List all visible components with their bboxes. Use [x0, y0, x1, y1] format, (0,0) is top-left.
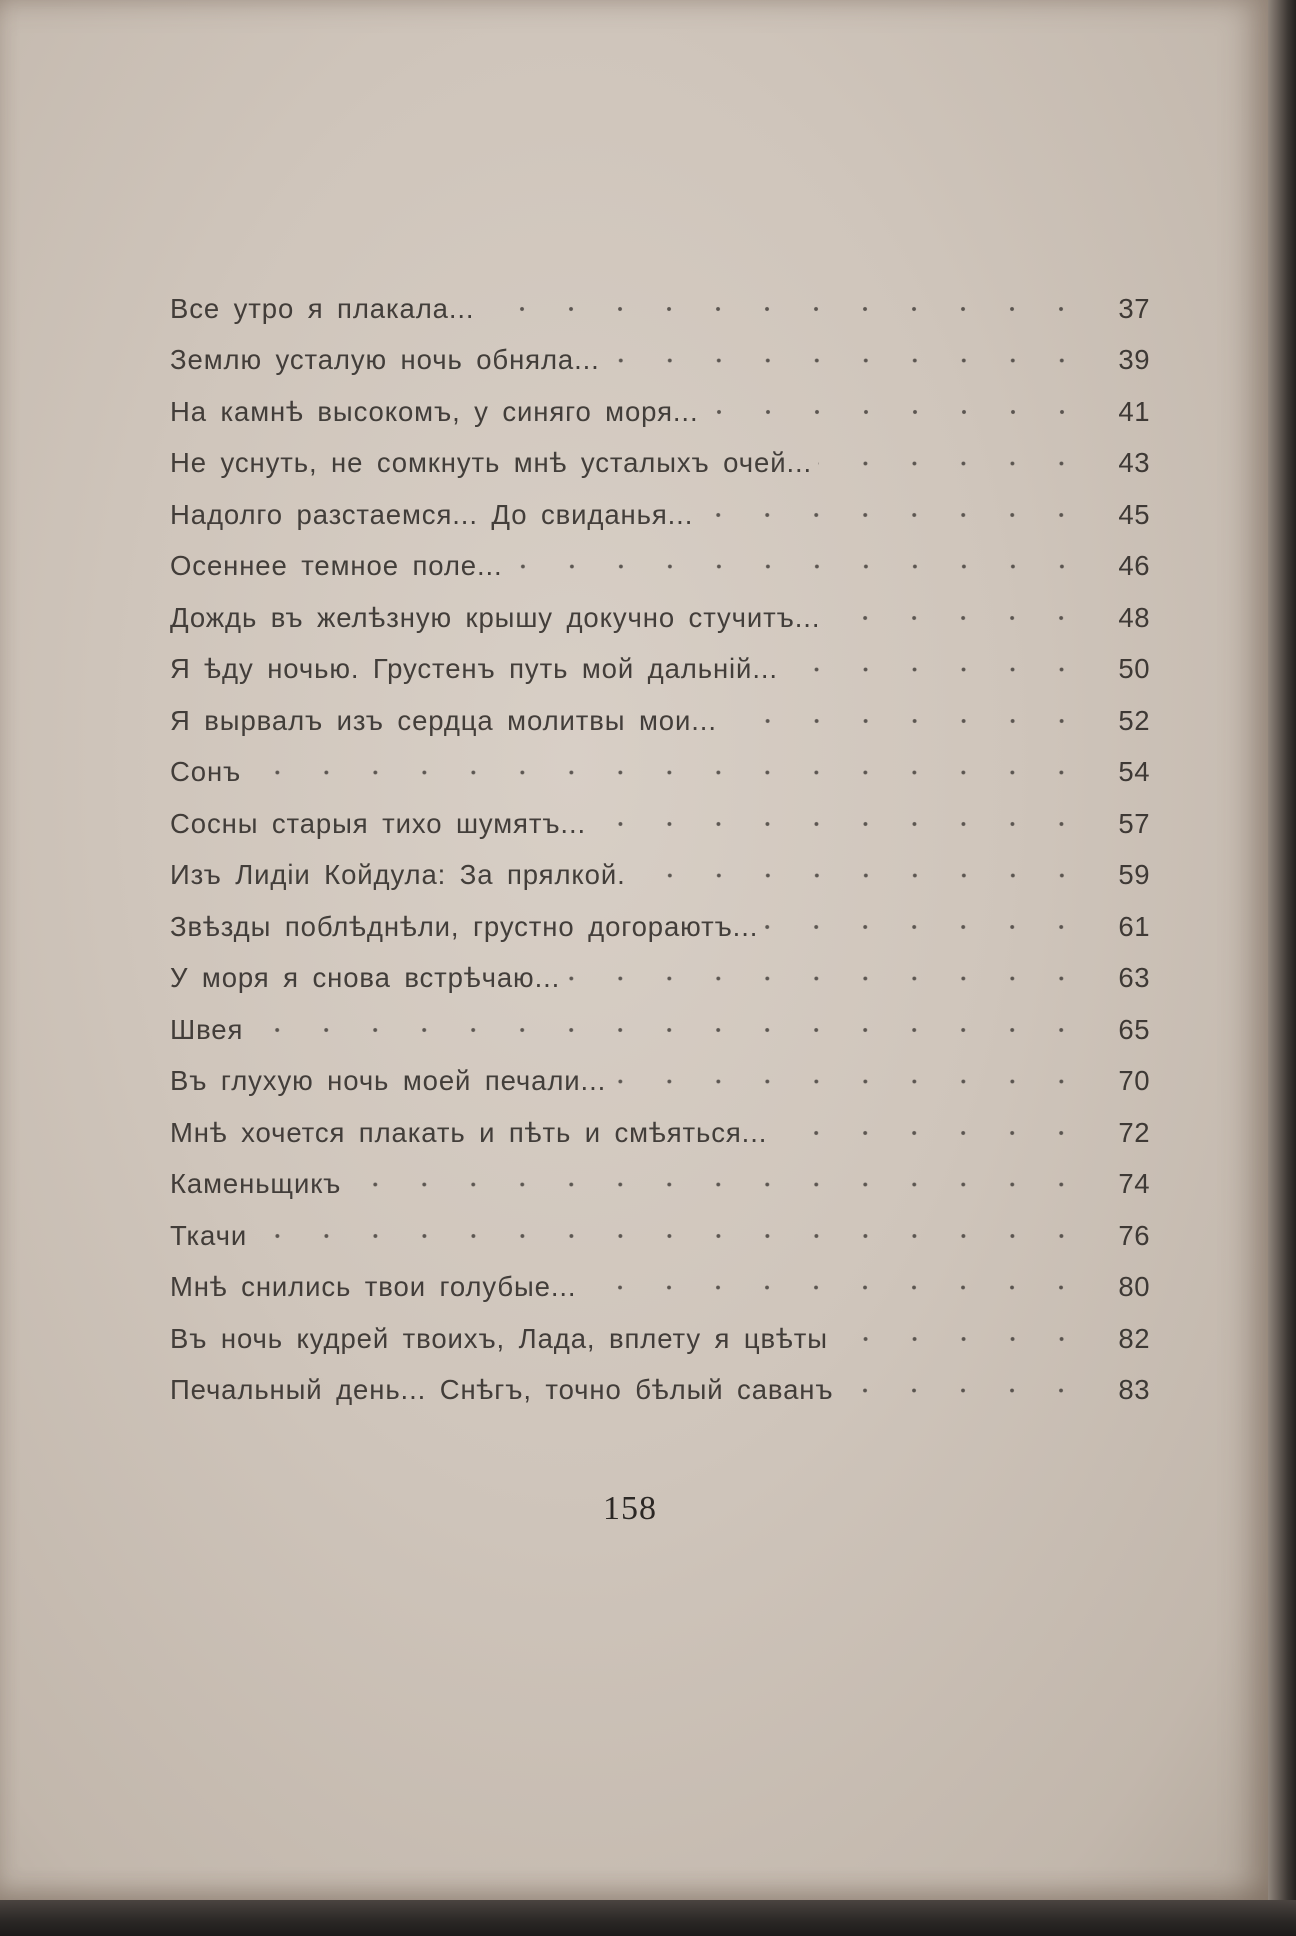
toc-entry [170, 695, 1150, 747]
toc-entry [170, 592, 1150, 644]
dot-leader [764, 901, 1074, 953]
dot-leader [834, 1313, 1074, 1365]
toc-entry-page: 63 [1118, 962, 1150, 994]
toc-entry-page: 54 [1118, 756, 1150, 788]
dot-leader [566, 953, 1074, 1005]
toc-entry-page: 50 [1118, 653, 1150, 685]
toc-entry [170, 644, 1150, 696]
toc-entry [170, 386, 1150, 438]
dot-leader [699, 489, 1074, 541]
toc-entry-page: 72 [1118, 1116, 1150, 1148]
toc-entry-page: 37 [1118, 292, 1150, 324]
toc-entry-page: 52 [1118, 704, 1150, 736]
toc-entry [170, 489, 1150, 541]
dot-leader [249, 1004, 1074, 1056]
toc-entry [170, 1107, 1150, 1159]
toc-entry-page: 41 [1118, 395, 1150, 427]
toc-entry-title: Швея [170, 1013, 244, 1045]
toc-entry [170, 1159, 1150, 1211]
toc-entry-page: 82 [1118, 1322, 1150, 1354]
toc-entry-page: 76 [1118, 1219, 1150, 1251]
toc-entry [170, 1004, 1150, 1056]
dot-leader [632, 850, 1074, 902]
toc-entry-page: 83 [1118, 1374, 1150, 1406]
dot-leader [480, 283, 1074, 335]
dot-leader [826, 592, 1074, 644]
toc-entry-title: У моря я снова встрѣчаю... [170, 962, 561, 994]
toc-entry-title: Въ ночь кудрей твоихъ, Лада, вплету я цвѣты [170, 1322, 828, 1354]
dot-leader [784, 644, 1074, 696]
dot-leader [247, 747, 1074, 799]
toc-entry [170, 1056, 1150, 1108]
toc-entry [170, 541, 1150, 593]
table-of-contents [170, 283, 1150, 1416]
toc-entry-page: 48 [1118, 601, 1150, 633]
toc-entry-page: 43 [1118, 447, 1150, 479]
toc-entry-page: 59 [1118, 859, 1150, 891]
dot-leader [582, 1262, 1074, 1314]
toc-entry [170, 953, 1150, 1005]
toc-entry [170, 283, 1150, 335]
toc-entry-title: Я вырвалъ изъ сердца молитвы мои... [170, 704, 717, 736]
toc-entry [170, 1313, 1150, 1365]
dot-leader [723, 695, 1074, 747]
dot-leader [606, 335, 1074, 387]
toc-entry-title: Землю усталую ночь обняла... [170, 344, 600, 376]
toc-entry-page: 65 [1118, 1013, 1150, 1045]
toc-entry-title: Я ѣду ночью. Грустенъ путь мой дальній... [170, 653, 778, 685]
dot-leader [839, 1365, 1074, 1417]
dot-leader [773, 1107, 1074, 1159]
dot-leader [612, 1056, 1074, 1108]
toc-entry [170, 1365, 1150, 1417]
toc-entry [170, 901, 1150, 953]
dot-leader [509, 541, 1074, 593]
toc-entry-title: Звѣзды поблѣднѣли, грустно догораютъ... [170, 910, 759, 942]
toc-entry-page: 46 [1118, 550, 1150, 582]
toc-entry-page: 70 [1118, 1065, 1150, 1097]
dot-leader [253, 1210, 1074, 1262]
toc-entry-title: Мнѣ хочется плакать и пѣть и смѣяться... [170, 1116, 768, 1148]
toc-entry-title: Печальный день... Снѣгъ, точно бѣлый саванъ [170, 1374, 834, 1406]
toc-entry-page: 39 [1118, 344, 1150, 376]
toc-entry [170, 1262, 1150, 1314]
toc-entry-page: 57 [1118, 807, 1150, 839]
toc-entry-title: Дождь въ желѣзную крышу докучно стучитъ... [170, 601, 821, 633]
toc-entry [170, 438, 1150, 490]
toc-entry [170, 850, 1150, 902]
toc-entry-page: 80 [1118, 1271, 1150, 1303]
toc-entry [170, 747, 1150, 799]
page-number: 158 [603, 1490, 657, 1527]
toc-entry-title: Ткачи [170, 1219, 248, 1251]
page-edge [1268, 0, 1296, 1936]
toc-entry-title: На камнѣ высокомъ, у синяго моря... [170, 395, 699, 427]
toc-entry-title: Сонъ [170, 756, 242, 788]
toc-entry [170, 335, 1150, 387]
toc-entry-page: 61 [1118, 910, 1150, 942]
toc-entry-title: Осеннее темное поле... [170, 550, 503, 582]
toc-entry-title: Сосны старыя тихо шумятъ... [170, 807, 587, 839]
dot-leader [705, 386, 1075, 438]
toc-entry-page: 74 [1118, 1168, 1150, 1200]
dot-leader [592, 798, 1074, 850]
toc-entry-title: Надолго разстаемся... До свиданья... [170, 498, 694, 530]
toc-entry-page: 45 [1118, 498, 1150, 530]
toc-entry [170, 1210, 1150, 1262]
toc-entry-title: Изъ Лидіи Койдула: За прялкой. [170, 859, 626, 891]
toc-entry-title: Не уснуть, не сомкнуть мнѣ усталыхъ очей... [170, 447, 813, 479]
toc-entry-title: Мнѣ снились твои голубые... [170, 1271, 577, 1303]
toc-entry-title: Каменьщикъ [170, 1168, 342, 1200]
book-bottom-edge [0, 1900, 1296, 1936]
dot-leader [818, 438, 1074, 490]
toc-entry-title: Все утро я плакала... [170, 292, 475, 324]
toc-entry [170, 798, 1150, 850]
toc-entry-title: Въ глухую ночь моей печали... [170, 1065, 607, 1097]
dot-leader [347, 1159, 1074, 1211]
